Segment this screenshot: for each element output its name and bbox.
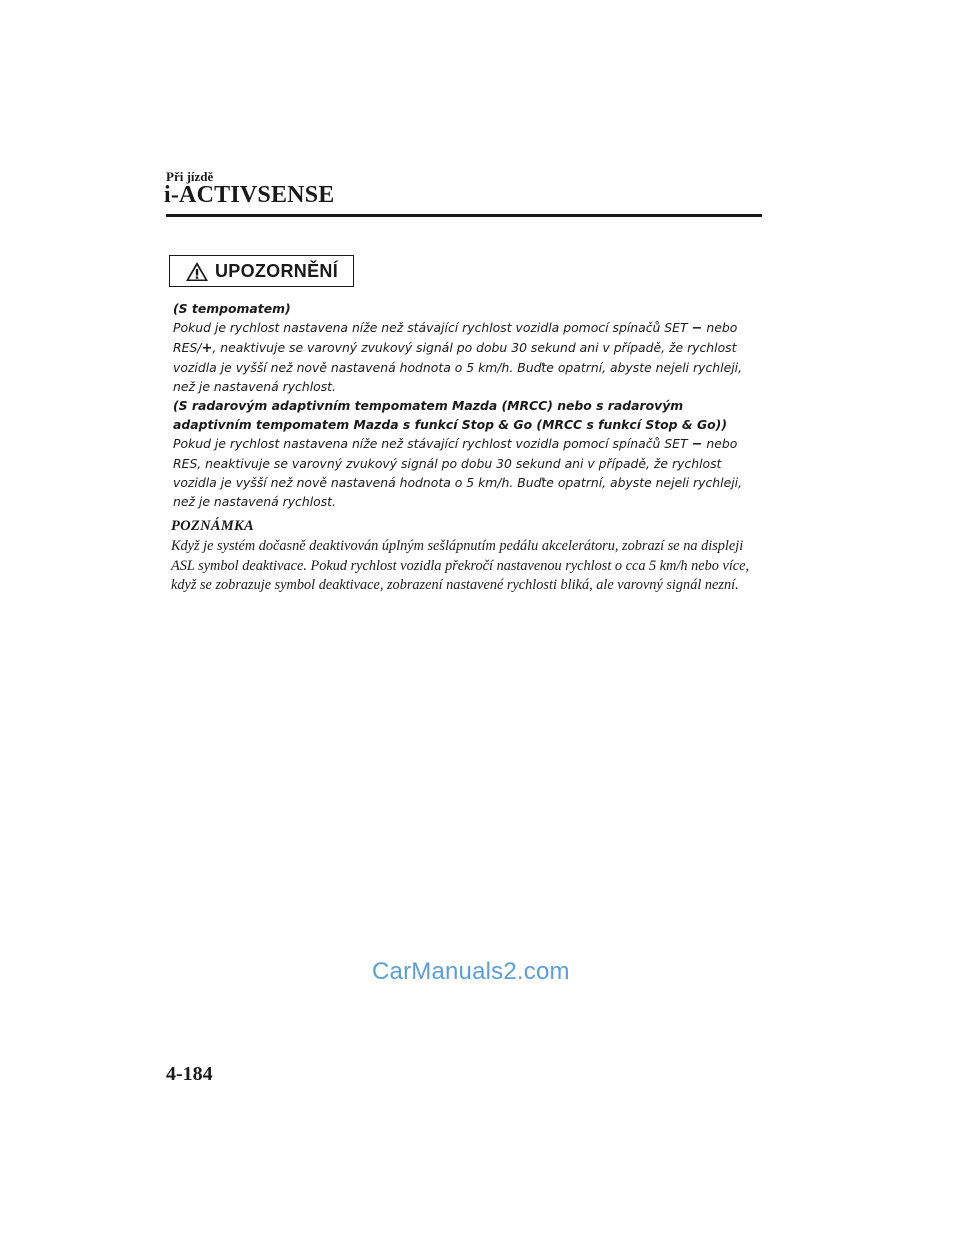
- warning-triangle-icon: [185, 261, 209, 282]
- mrcc-paragraph: Pokud je rychlost nastavena níže než stávající rychlost vozidla pomocí spínačů SET − nebo RES, neaktivuje se varovný zvukový signál po dobu 30 sekund ani v případě, že rychlost vozidla je vyšší než nově nastavená hodnota o 5 km/h. Buďte opatrní, abyste nejeli rychleji, než je nastavená rychlost.: [173, 436, 743, 509]
- warning-label: UPOZORNĚNÍ: [214, 260, 338, 281]
- note-heading: POZNÁMKA: [171, 518, 254, 534]
- note-section: [171, 518, 766, 596]
- plus-symbol: +: [201, 341, 213, 356]
- page-title: i-ACTIVSENSE: [164, 182, 335, 208]
- page-number: 4-184: [166, 1063, 213, 1085]
- caution-text: [173, 299, 763, 511]
- watermark-link[interactable]: CarManuals2.com: [372, 958, 570, 985]
- minus-symbol: −: [691, 321, 703, 336]
- cruise-heading: (S tempomatem): [173, 301, 291, 316]
- title-divider: [166, 214, 762, 217]
- note-body: Když je systém dočasně deaktivován úplným sešlápnutím pedálu akcelerátoru, zobrazí se na displeji ASL symbol deaktivace. Pokud rychlost vozidla překročí nastavenou rychlost o cca 5 km/h nebo více, když se zobrazuje symbol deaktivace, zobrazení nastavené rychlosti bliká, ale varovný signál nezní.: [171, 538, 750, 593]
- section-label: Při jízdě: [166, 169, 214, 184]
- warning-box: [169, 255, 354, 287]
- minus-symbol: −: [691, 437, 703, 452]
- mrcc-heading: (S radarovým adaptivním tempomatem Mazda (MRCC) nebo s radarovým adaptivním tempomatem Mazda s funkcí Stop & Go (MRCC s funkcí Stop & Go)): [173, 398, 727, 432]
- cruise-paragraph: Pokud je rychlost nastavena níže než stávající rychlost vozidla pomocí spínačů SET − nebo RES/+, neaktivuje se varovný zvukový signál po dobu 30 sekund ani v případě, že rychlost vozidla je vyšší než nově nastavená hodnota o 5 km/h. Buďte opatrní, abyste nejeli rychleji, než je nastavená rychlost.: [173, 320, 743, 394]
